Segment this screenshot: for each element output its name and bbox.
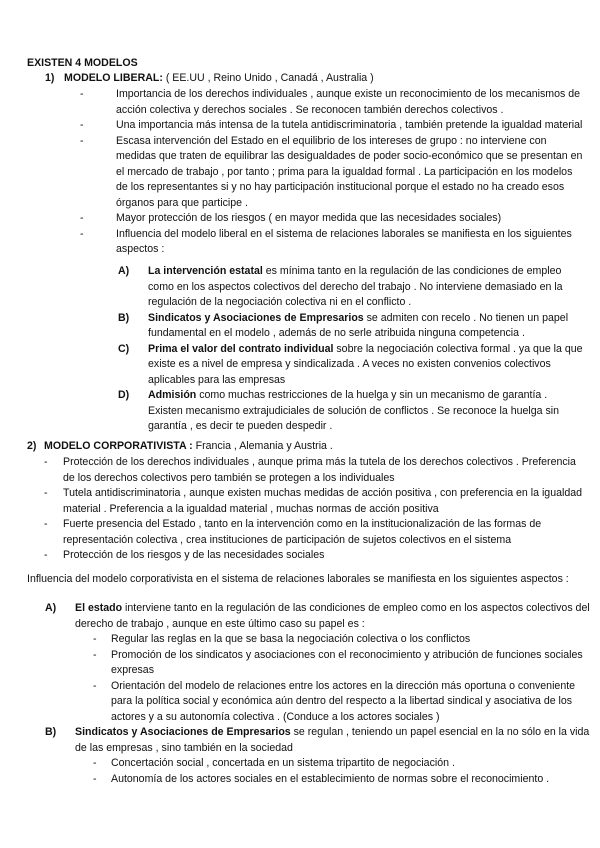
list-item-text: Fuerte presencia del Estado , tanto en la intervención como en la institucionalización de las formas de representación colectiva , crea instituciones de participación de sujetos colectivos en el sistema xyxy=(63,518,542,546)
list-item xyxy=(80,118,585,134)
aspect-letter: A) xyxy=(118,265,130,277)
aspect-title: Sindicatos y Asociaciones de Empresarios xyxy=(148,311,364,324)
list-item xyxy=(80,87,585,118)
aspect-title: Prima el valor del contrato individual xyxy=(148,342,334,355)
section-title: MODELO CORPORATIVISTA : xyxy=(44,440,193,452)
aspect-title: Sindicatos y Asociaciones de Empresarios xyxy=(75,726,291,738)
aspect-letter: C) xyxy=(118,342,130,355)
bullet-marker: - xyxy=(44,518,48,530)
aspect-text: interviene tanto en la regulación de las condiciones de empleo como en los aspectos colectivos del derecho de trabajo , aunque en este último caso su papel es : xyxy=(75,602,590,630)
list-item-text: Concertación social , concertada en un sistema tripartito de negociación . xyxy=(111,757,455,769)
aspect-text: sobre la negociación colectiva formal . ya que la que existe es a nivel de empresa y sindicalizada . A veces no existen convenios colectivos aplicables para las empresas xyxy=(148,342,583,386)
bullet-marker: - xyxy=(80,227,84,240)
list-item xyxy=(75,756,590,772)
list-item-text: Escasa intervención del Estado en el equilibrio de los intereses de grupo : no interviene con medidas que traten de equilibrar las desigualdades de poder socio-económico que se presentan en el mercado de trabajo , por tanto ; prima para la igualdad formal . La participación en los modelos de los representantes si y no hay participación institucional porque el estado no ha creado esos órganos para que participe . xyxy=(116,134,583,209)
list-item xyxy=(75,679,590,726)
aspect-text: como muchas restricciones de la huelga y sin un mecanismo de garantía . Existen mecanismo extrajudiciales de solución de conflictos . Se reconoce la huelga sin garantía , es decir te pueden despedir . xyxy=(148,389,560,432)
list-item-text: Regular las reglas en la que se basa la negociación colectiva o los conflictos xyxy=(111,633,471,645)
aspect-item xyxy=(45,725,590,787)
list-item-text: Orientación del modelo de relaciones entre los actores en la dirección más oportuna o conveniente para la política social y económica aún dentro del respecto a la libertad sindical y asociativa de los actores y a su autonomía colectiva . (Conduce a los actores sociales ) xyxy=(111,679,576,723)
aspect-letter: D) xyxy=(118,389,130,401)
bullet-marker: - xyxy=(44,456,48,468)
list-item xyxy=(44,486,589,517)
liberal-bullet-list xyxy=(80,87,585,258)
list-item xyxy=(44,455,589,486)
bullet-marker: - xyxy=(80,88,84,100)
bullet-marker: - xyxy=(44,549,48,561)
section-countries: ( EE.UU , Reino Unido , Canadá , Australia ) xyxy=(162,72,374,84)
aspect-item xyxy=(118,311,583,342)
aspect-letter: A) xyxy=(45,602,57,614)
aspect-sublist xyxy=(75,632,590,725)
bullet-marker: - xyxy=(93,772,97,785)
bullet-marker: - xyxy=(93,648,97,661)
list-item xyxy=(44,517,589,548)
aspect-title: El estado xyxy=(75,602,123,614)
document-heading: EXISTEN 4 MODELOS xyxy=(27,57,138,69)
list-item xyxy=(80,227,585,258)
bullet-marker: - xyxy=(80,119,84,131)
list-item-text: Protección de los riesgos y de las necesidades sociales xyxy=(63,549,325,561)
corporativist-bullet-list xyxy=(44,455,589,564)
bullet-marker: - xyxy=(44,487,48,499)
section-corporativist-title xyxy=(27,439,587,455)
list-item-text: Autonomía de los actores sociales en el establecimiento de normas sobre el reconocimiento . xyxy=(111,772,550,785)
aspect-item xyxy=(45,601,590,725)
list-item xyxy=(75,772,590,788)
list-item-text: Influencia del modelo liberal en el sistema de relaciones laborales se manifiesta en los siguientes aspectos : xyxy=(116,227,572,255)
corporativist-influence-paragraph: Influencia del modelo corporativista en el sistema de relaciones laborales se manifiesta en los siguientes aspectos : xyxy=(27,573,569,585)
section-title: MODELO LIBERAL: xyxy=(64,72,163,84)
aspect-text: es mínima tanto en la regulación de las condiciones de empleo como en los aspectos colectivos del derecho del trabajo . No interviene demasiado en la regulación de la negociación colectiva ni en el conflicto . xyxy=(148,265,563,308)
aspect-title: Admisión xyxy=(148,389,197,401)
aspect-letter: B) xyxy=(118,311,130,324)
list-item-text: Tutela antidiscriminatoria , aunque existen muchas medidas de acción positiva , con preferencia en la igualdad material . Preferencia a la igualdad material , muchas normas de acción positiva xyxy=(63,487,583,515)
aspect-item xyxy=(118,264,583,311)
corporativist-aspects-list xyxy=(45,601,590,787)
aspect-sublist xyxy=(75,756,590,787)
bullet-marker: - xyxy=(93,633,97,645)
section-liberal-title xyxy=(45,71,585,87)
aspect-letter: B) xyxy=(45,726,57,738)
bullet-marker: - xyxy=(93,757,97,769)
section-number: 2) xyxy=(27,440,37,452)
list-item-text: Una importancia más intensa de la tutela antidiscriminatoria , también pretende la igualdad material xyxy=(116,119,583,131)
list-item-text: Promoción de los sindicatos y asociaciones con el reconocimiento y atribución de funciones sociales expresas xyxy=(111,648,583,676)
list-item-text: Protección de los derechos individuales , aunque prima más la tutela de los derechos colectivos . Preferencia de los derechos colectivos pero también se protegen a los individuales xyxy=(63,456,576,484)
list-item-text: Importancia de los derechos individuales , aunque existe un reconocimiento de los mecanismos de acción colectiva y derechos sociales . Se reconocen también derechos colectivos . xyxy=(116,88,581,116)
list-item xyxy=(75,632,590,648)
aspect-item xyxy=(118,342,583,389)
bullet-marker: - xyxy=(80,134,84,147)
aspect-item xyxy=(118,388,583,435)
aspect-text: se admiten con recelo . No tienen un papel fundamental en el modelo , además de no serle atribuida ninguna competencia . xyxy=(148,311,569,339)
list-item xyxy=(44,548,589,564)
bullet-marker: - xyxy=(80,212,84,224)
aspect-title: La intervención estatal xyxy=(148,265,263,277)
list-item xyxy=(80,211,585,227)
bullet-marker: - xyxy=(93,679,97,692)
section-countries: Francia , Alemania y Austria . xyxy=(192,440,333,452)
section-number: 1) xyxy=(45,72,55,84)
list-item xyxy=(80,134,585,212)
aspect-text: se regulan , teniendo un papel esencial en la no sólo en la vida de las empresas , sino también en la sociedad xyxy=(75,726,590,754)
list-item xyxy=(75,648,590,679)
liberal-aspects-list xyxy=(118,264,583,435)
list-item-text: Mayor protección de los riesgos ( en mayor medida que las necesidades sociales) xyxy=(116,212,502,224)
